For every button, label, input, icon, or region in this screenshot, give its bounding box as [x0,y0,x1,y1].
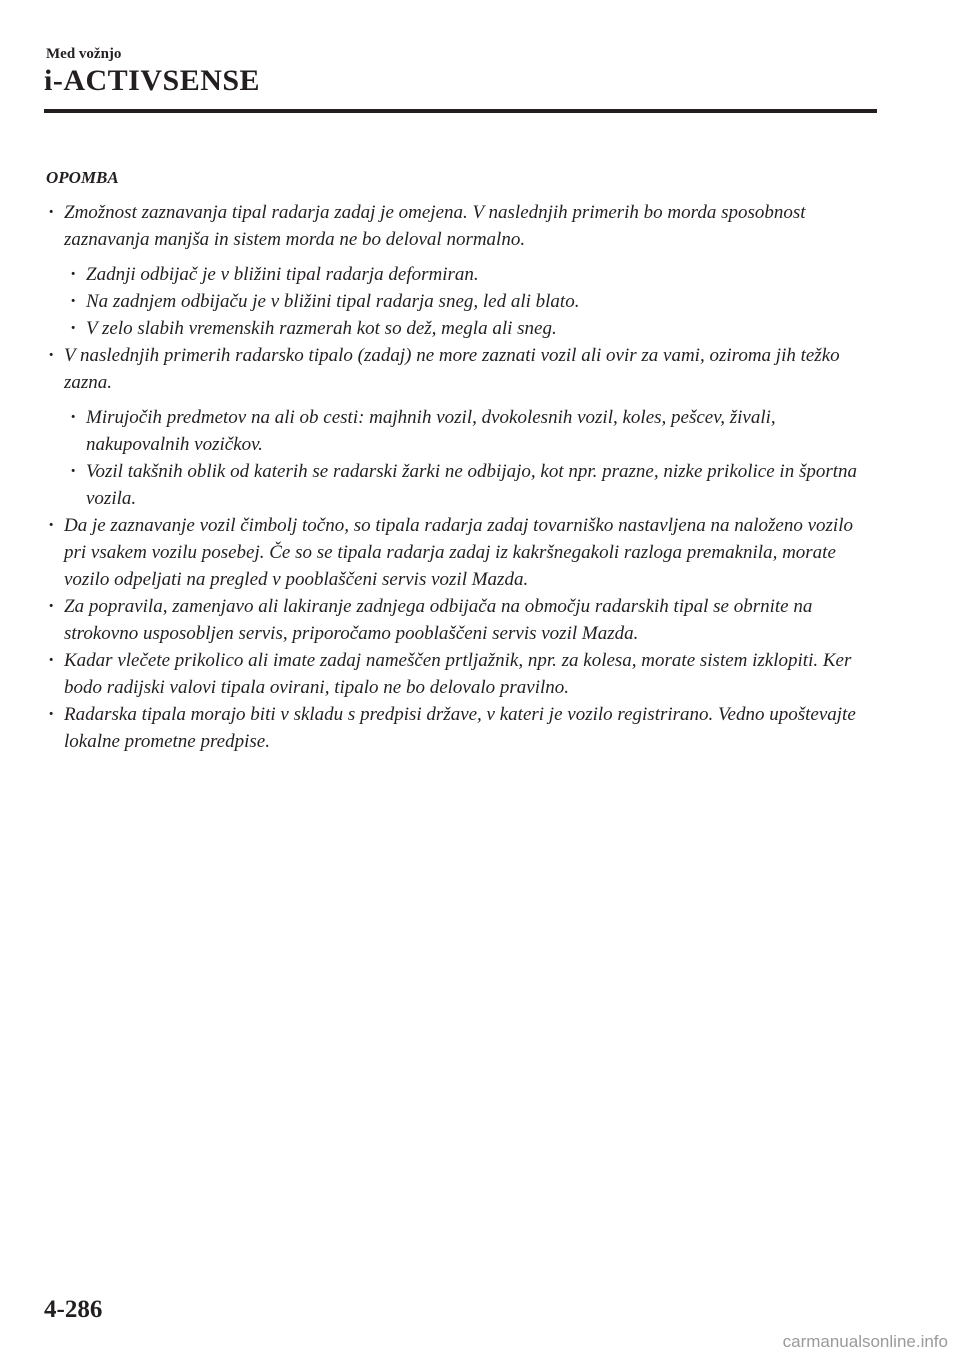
section-label: Med vožnjo [46,46,122,62]
note-subitem: · Mirujočih predmetov na ali ob cesti: majhnih vozil, dvokolesnih vozil, koles, pešcev, živali, nakupovalnih vozičkov. [46,404,876,458]
header-divider [44,109,877,113]
note-item: · V naslednjih primerih radarsko tipalo (zadaj) ne more zaznati vozil ali ovir za vami, oziroma jih težko zazna. [46,342,876,396]
page-number: 4-286 [44,1296,103,1323]
note-list [46,199,876,755]
note-item: · Radarska tipala morajo biti v skladu s predpisi države, v kateri je vozilo registrirano. Vedno upoštevajte lokalne prometne predpise. [46,701,876,755]
note-subitem: · Na zadnjem odbijaču je v bližini tipal radarja sneg, led ali blato. [46,288,876,315]
note-item: · Da je zaznavanje vozil čimbolj točno, so tipala radarja zadaj tovarniško nastavljena na naloženo vozilo pri vsakem vozilu posebej. Če so se tipala radarja zadaj iz kakršnegakoli razloga premaknila, morate vozilo odpeljati na pregled v pooblaščeni servis vozil Mazda. [46,512,876,593]
note-label: OPOMBA [46,168,119,187]
note-item: · Za popravila, zamenjavo ali lakiranje zadnjega odbijača na območju radarskih tipal se obrnite na strokovno usposobljen servis, priporočamo pooblaščeni servis vozil Mazda. [46,593,876,647]
note-item: · Kadar vlečete prikolico ali imate zadaj nameščen prtljažnik, npr. za kolesa, morate sistem izklopiti. Ker bodo radijski valovi tipala ovirani, tipalo ne bo delovalo pravilno. [46,647,876,701]
note-subitem: · Vozil takšnih oblik od katerih se radarski žarki ne odbijajo, kot npr. prazne, nizke prikolice in športna vozila. [46,458,876,512]
page-title: i-ACTIVSENSE [44,64,261,97]
note-box [46,164,876,755]
note-subitem: · Zadnji odbijač je v bližini tipal radarja deformiran. [46,261,876,288]
note-subitem: · V zelo slabih vremenskih razmerah kot so dež, megla ali sneg. [46,315,876,342]
watermark-link[interactable]: carmanualsonline.info [782,1332,948,1351]
note-item: · Zmožnost zaznavanja tipal radarja zadaj je omejena. V naslednjih primerih bo morda sposobnost zaznavanja manjša in sistem morda ne bo deloval normalno. [46,199,876,253]
